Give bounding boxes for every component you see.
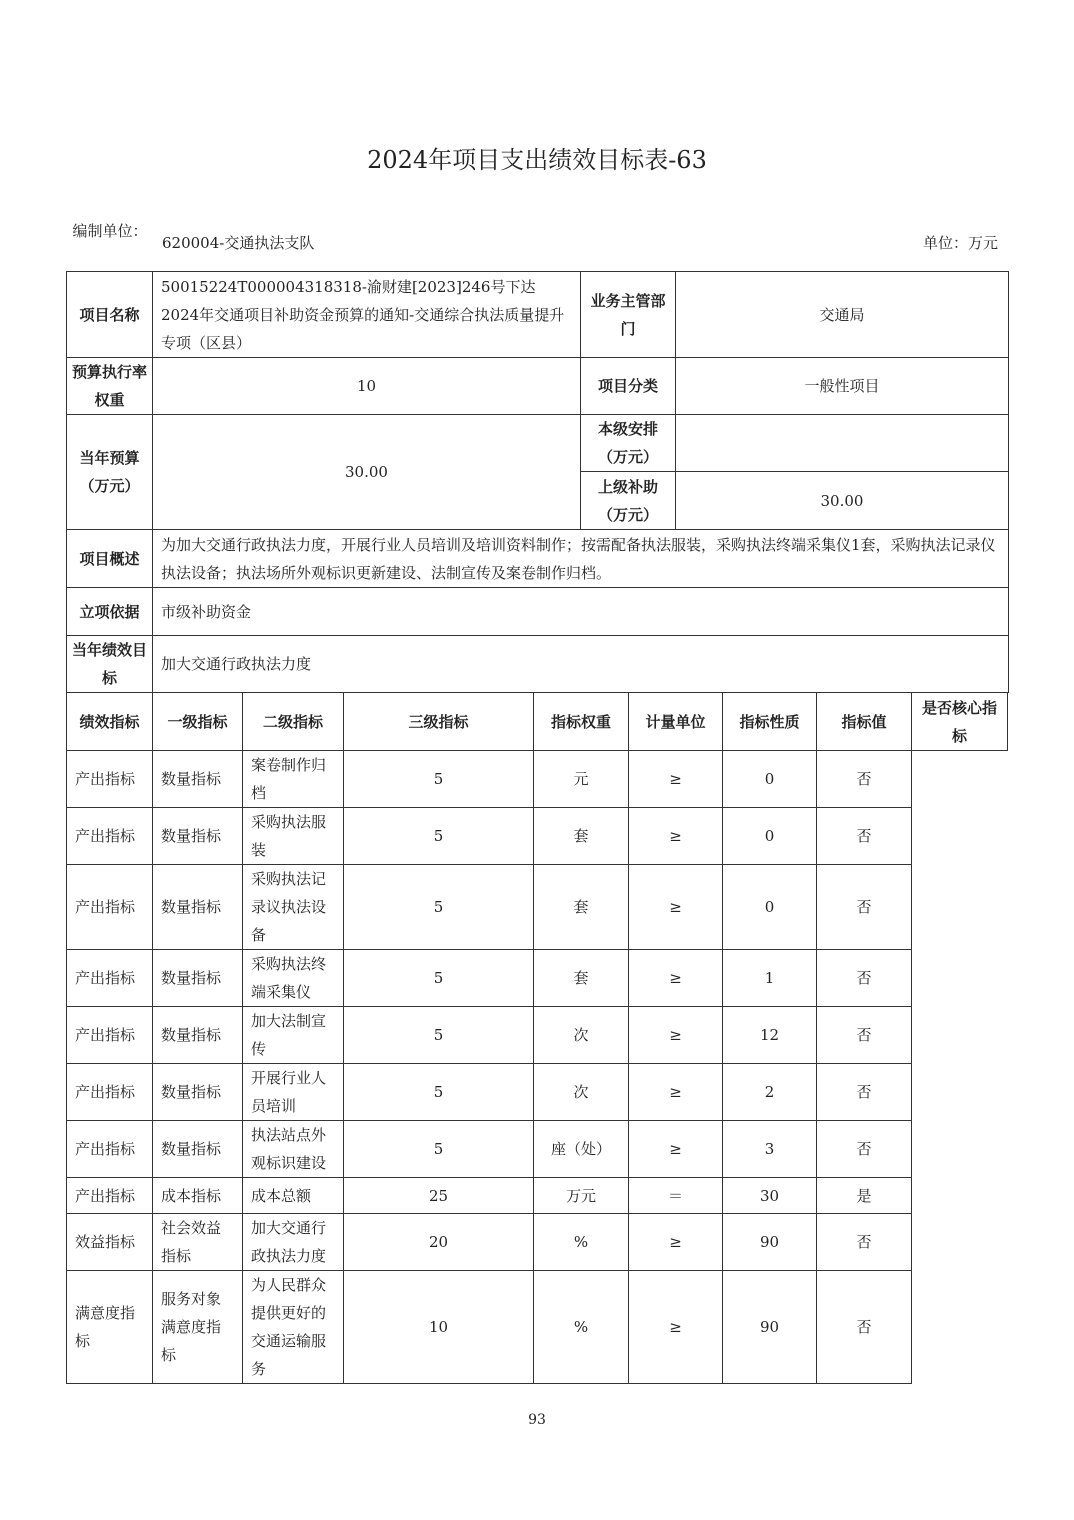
table-cell: ≥ (629, 1121, 723, 1178)
table-cell: 否 (817, 1271, 912, 1384)
table-cell: 采购执法终端采集仪 (243, 950, 344, 1007)
table-cell: 元 (534, 751, 629, 808)
table-cell: 否 (817, 865, 912, 950)
money-unit: 单位：万元 (922, 234, 998, 252)
table-cell: 产出指标 (67, 865, 153, 950)
table-row (67, 1007, 1008, 1064)
basis-label: 立项依据 (67, 588, 153, 636)
table-cell: 0 (723, 808, 817, 865)
table-cell: 20 (344, 1214, 534, 1271)
table-cell: ≥ (629, 1271, 723, 1384)
budget: 30.00 (153, 415, 581, 530)
table-cell: 否 (817, 1064, 912, 1121)
table-cell: 加大法制宣传 (243, 1007, 344, 1064)
table-cell: 案卷制作归档 (243, 751, 344, 808)
overview-label: 项目概述 (67, 530, 153, 588)
budget-label: 当年预算（万元） (67, 415, 153, 530)
table-cell: 是 (817, 1178, 912, 1214)
table-row (67, 865, 1008, 950)
column-header: 三级指标 (344, 693, 534, 751)
table-row (67, 1178, 1008, 1214)
table-cell: ≥ (629, 950, 723, 1007)
category-label: 项目分类 (581, 358, 676, 415)
table-cell: 次 (534, 1007, 629, 1064)
column-header: 计量单位 (629, 693, 723, 751)
table-cell: 套 (534, 865, 629, 950)
table-row (67, 1121, 1008, 1178)
table-cell: 5 (344, 808, 534, 865)
table-cell: 产出指标 (67, 751, 153, 808)
table-cell: 否 (817, 808, 912, 865)
project-name-label: 项目名称 (67, 272, 153, 358)
table-cell: 否 (817, 1121, 912, 1178)
table-cell: 产出指标 (67, 1007, 153, 1064)
table-cell: 数量指标 (153, 950, 243, 1007)
exec-weight: 10 (153, 358, 581, 415)
table-row (67, 751, 1008, 808)
table-cell: 否 (817, 751, 912, 808)
upper-label: 上级补助（万元） (581, 472, 676, 530)
table-cell: 5 (344, 1007, 534, 1064)
table-cell: 2 (723, 1064, 817, 1121)
table-cell: 0 (723, 751, 817, 808)
table-cell: ＝ (629, 1178, 723, 1214)
table-cell: 5 (344, 751, 534, 808)
table-cell: 5 (344, 950, 534, 1007)
table-cell: ≥ (629, 865, 723, 950)
table-cell: 服务对象满意度指标 (153, 1271, 243, 1384)
column-header: 一级指标 (153, 693, 243, 751)
table-cell: 产出指标 (67, 950, 153, 1007)
category: 一般性项目 (676, 358, 1009, 415)
table-row (67, 1064, 1008, 1121)
goal: 加大交通行政执法力度 (153, 636, 1009, 693)
unit-label: 编制单位： (72, 222, 148, 240)
table-row (67, 1214, 1008, 1271)
table-cell: % (534, 1214, 629, 1271)
table-cell: 产出指标 (67, 1178, 153, 1214)
table-cell: ≥ (629, 1007, 723, 1064)
table-cell: 为人民群众提供更好的交通运输服务 (243, 1271, 344, 1384)
unit-value: 620004-交通执法支队 (162, 234, 315, 252)
table-cell: 5 (344, 865, 534, 950)
table-cell: 次 (534, 1064, 629, 1121)
table-cell: 满意度指标 (67, 1271, 153, 1384)
table-cell: 0 (723, 865, 817, 950)
table-cell: 套 (534, 950, 629, 1007)
table-cell: 25 (344, 1178, 534, 1214)
table-cell: 1 (723, 950, 817, 1007)
table-cell: 30 (723, 1178, 817, 1214)
table-cell: 成本指标 (153, 1178, 243, 1214)
table-cell: 否 (817, 1007, 912, 1064)
indicators-table (66, 692, 1008, 1384)
local-label: 本级安排（万元） (581, 415, 676, 472)
indicators-section-label: 绩效指标 (67, 693, 153, 751)
table-cell: ≥ (629, 751, 723, 808)
table-row (67, 950, 1008, 1007)
table-cell: 3 (723, 1121, 817, 1178)
column-header: 二级指标 (243, 693, 344, 751)
table-cell: 产出指标 (67, 1121, 153, 1178)
column-header: 指标值 (817, 693, 912, 751)
table-cell: 数量指标 (153, 1007, 243, 1064)
exec-weight-label: 预算执行率权重 (67, 358, 153, 415)
project-name: 50015224T000004318318-渝财建[2023]246号下达2024年交通项目补助资金预算的通知-交通综合执法质量提升专项（区县） (153, 272, 581, 358)
table-cell: ≥ (629, 1064, 723, 1121)
table-cell: ≥ (629, 808, 723, 865)
table-cell: 否 (817, 1214, 912, 1271)
table-cell: 数量指标 (153, 751, 243, 808)
table-cell: 执法站点外观标识建设 (243, 1121, 344, 1178)
table-cell: 效益指标 (67, 1214, 153, 1271)
table-cell: ≥ (629, 1214, 723, 1271)
basis: 市级补助资金 (153, 588, 1009, 636)
table-cell: 90 (723, 1214, 817, 1271)
dept-label: 业务主管部门 (581, 272, 676, 358)
table-cell: 开展行业人员培训 (243, 1064, 344, 1121)
table-cell: 12 (723, 1007, 817, 1064)
table-cell: 采购执法记录议执法设备 (243, 865, 344, 950)
table-cell: 数量指标 (153, 865, 243, 950)
upper: 30.00 (676, 472, 1009, 530)
overview: 为加大交通行政执法力度，开展行业人员培训及培训资料制作；按需配备执法服装，采购执法终端采集仪1套，采购执法记录仪执法设备；执法场所外观标识更新建设、法制宣传及案卷制作归档。 (153, 530, 1009, 588)
table-cell: 产出指标 (67, 1064, 153, 1121)
table-cell: 90 (723, 1271, 817, 1384)
table-cell: 套 (534, 808, 629, 865)
page-title: 2024年项目支出绩效目标表-63 (367, 146, 707, 174)
table-cell: 成本总额 (243, 1178, 344, 1214)
table-cell: 否 (817, 950, 912, 1007)
dept: 交通局 (676, 272, 1009, 358)
table-cell: % (534, 1271, 629, 1384)
table-cell: 10 (344, 1271, 534, 1384)
column-header: 指标性质 (723, 693, 817, 751)
table-row (67, 1271, 1008, 1384)
local (676, 415, 1009, 472)
column-header: 指标权重 (534, 693, 629, 751)
goal-label: 当年绩效目标 (67, 636, 153, 693)
table-cell: 产出指标 (67, 808, 153, 865)
table-cell: 5 (344, 1064, 534, 1121)
table-cell: 数量指标 (153, 1121, 243, 1178)
page-number: 93 (528, 1412, 546, 1428)
project-info-table (66, 271, 1009, 693)
table-cell: 采购执法服装 (243, 808, 344, 865)
table-cell: 加大交通行政执法力度 (243, 1214, 344, 1271)
table-cell: 数量指标 (153, 808, 243, 865)
table-cell: 数量指标 (153, 1064, 243, 1121)
table-row (67, 808, 1008, 865)
table-cell: 座（处） (534, 1121, 629, 1178)
table-cell: 万元 (534, 1178, 629, 1214)
table-cell: 5 (344, 1121, 534, 1178)
table-cell: 社会效益指标 (153, 1214, 243, 1271)
column-header: 是否核心指标 (912, 693, 1008, 751)
